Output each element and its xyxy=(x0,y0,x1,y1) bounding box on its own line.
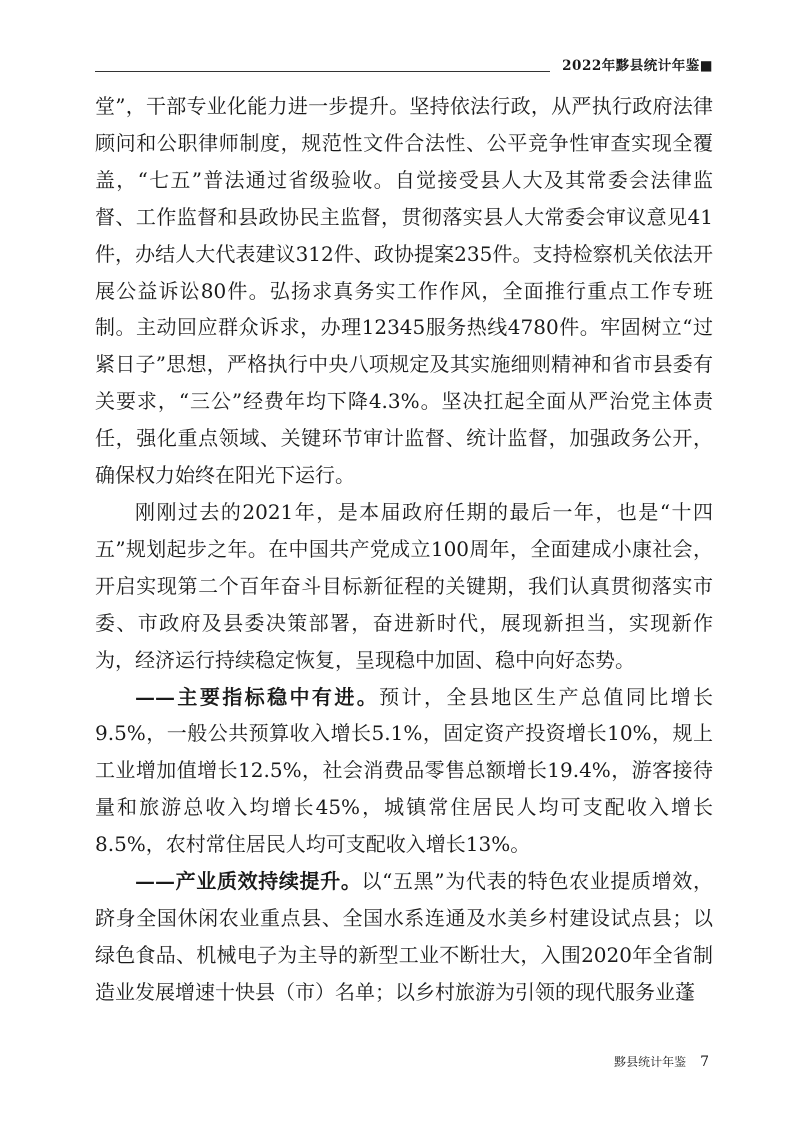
page-number: 7 xyxy=(700,1054,709,1070)
paragraph-main-indicators xyxy=(95,679,713,864)
paragraph-lead-heading: ——产业质效持续提升。 xyxy=(135,869,362,894)
paragraph-text: 刚刚过去的2021年，是本届政府任期的最后一年，也是“十四五”规划起步之年。在中国共产党成立100周年，全面建成小康社会，开启实现第二个百年奋斗目标新征程的关键期，我们认真贯彻落实市委、市政府及县委决策部署，奋进新时代，展现新担当，实现新作为，经济运行持续稳定恢复，呈现稳中加固、稳中向好态势。 xyxy=(95,499,713,672)
paragraph-text: 堂”，干部专业化能力进一步提升。坚持依法行政，从严执行政府法律顾问和公职律师制度，规范性文件合法性、公平竞争性审查实现全覆盖，“七五”普法通过省级验收。自觉接受县人大及其常委会法律监督、工作监督和县政协民主监督，贯彻落实县人大常委会审议意见41件，办结人大代表建议312件、政协提案235件。支持检察机关依法开展公益诉讼80件。弘扬求真务实工作作风，全面推行重点工作专班制。主动回应群众诉求，办理12345服务热线4780件。牢固树立“过紧日子”思想，严格执行中央八项规定及其实施细则精神和省市县委有关要求，“三公”经费年均下降4.3%。坚决扛起全面从严治党主体责任，强化重点领域、关键环节审计监督、统计监督，加强政务公开，确保权力始终在阳光下运行。 xyxy=(95,94,713,488)
footer-label: 黟县统计年鉴 xyxy=(614,1055,687,1069)
paragraph-lead-heading: ——主要指标稳中有进。 xyxy=(135,684,380,709)
paragraph-review-2021 xyxy=(95,494,713,679)
page-footer xyxy=(614,1053,709,1070)
paragraph-continuation xyxy=(95,88,713,494)
running-header-title: 2022年黟县统计年鉴■ xyxy=(562,58,713,74)
paragraph-text: 预计，全县地区生产总值同比增长9.5%，一般公共预算收入增长5.1%，固定资产投资增长10%，规上工业增加值增长12.5%，社会消费品零售总额增长19.4%，游客接待量和旅游总收入均增长45%，城镇常住居民人均可支配收入增长8.5%，农村常住居民人均可支配收入增长13%。 xyxy=(95,684,714,857)
header-rule xyxy=(95,71,550,72)
paragraph-industry-quality xyxy=(95,863,713,1011)
paragraph-text: 以“五黑”为代表的特色农业提质增效，跻身全国休闲农业重点县、全国水系连通及水美乡村建设试点县；以绿色食品、机械电子为主导的新型工业不断壮大，入围2020年全省制造业发展增速十快县（市）名单；以乡村旅游为引领的现代服务业蓬 xyxy=(95,869,713,1004)
body-text xyxy=(95,88,713,1011)
